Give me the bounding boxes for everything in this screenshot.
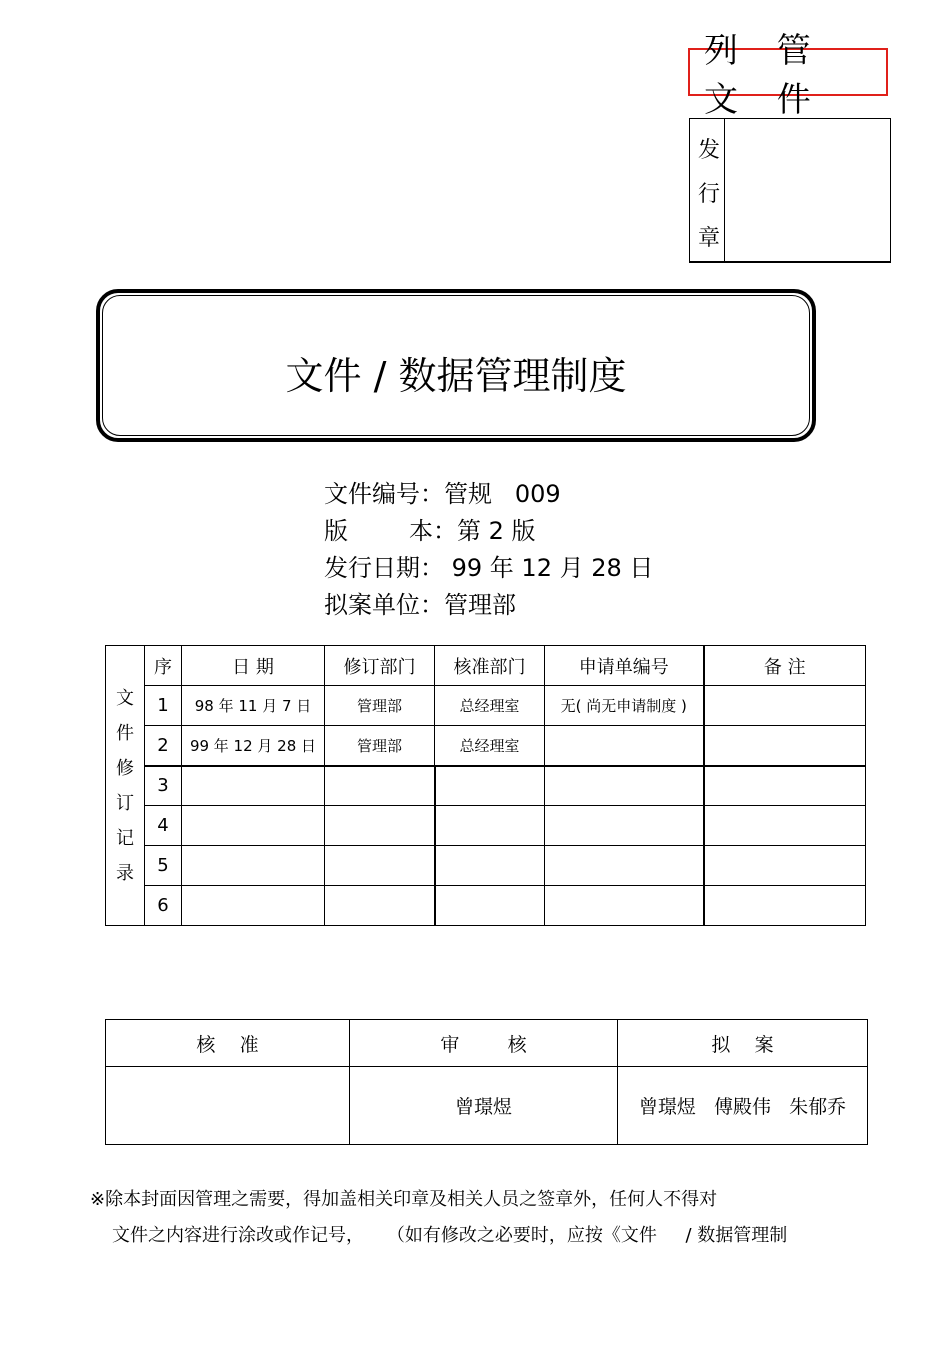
- col-header-seq: 序: [145, 646, 182, 686]
- revision-side-label: 文 件 修 订 记 录: [106, 646, 145, 926]
- table-row: 5: [106, 846, 866, 886]
- meta-drafting-unit: 拟案单位：管理部: [324, 591, 516, 619]
- col-header-revising-dept: 修订部门: [325, 646, 435, 686]
- meta-doc-number: 文件编号：管规 009: [324, 480, 561, 508]
- stamp-char: 章: [698, 226, 721, 251]
- approver-signature: [106, 1067, 350, 1145]
- issue-stamp-label: [690, 119, 725, 261]
- approval-header-review: 审 核: [350, 1020, 618, 1067]
- table-row: 2 99 年 12 月 28 日 管理部 总经理室: [106, 726, 866, 766]
- title-frame: [96, 289, 816, 442]
- approval-signature-row: [106, 1067, 868, 1145]
- table-row: 6: [106, 886, 866, 926]
- notice-line-1: ※除本封面因管理之需要，得加盖相关印章及相关人员之签章外，任何人不得对: [90, 1189, 718, 1210]
- issue-stamp-box: [689, 118, 891, 263]
- approval-table: [105, 1019, 868, 1145]
- meta-version: 版 本：第 2 版: [324, 517, 536, 545]
- table-row: 1 98 年 11 月 7 日 管理部 总经理室 无( 尚无申请制度 ): [106, 686, 866, 726]
- table-row: 4: [106, 806, 866, 846]
- col-header-date: 日 期: [182, 646, 325, 686]
- col-header-request-number: 申请单编号: [545, 646, 704, 686]
- drafter-signature: 曾璟煜 傅殿伟 朱郁乔: [618, 1067, 868, 1145]
- approval-header-draft: 拟 案: [618, 1020, 868, 1067]
- meta-issue-date: 发行日期： 99 年 12 月 28 日: [324, 554, 654, 582]
- approval-header-approve: 核 准: [106, 1020, 350, 1067]
- document-title: 文件 / 数据管理制度: [285, 354, 627, 398]
- col-header-approving-dept: 核准部门: [435, 646, 545, 686]
- stamp-char: 发: [698, 138, 721, 163]
- table-row: 3: [106, 766, 866, 806]
- revision-record-table: [105, 645, 866, 926]
- table-header-row: [106, 646, 866, 686]
- control-document-label: 列 管 文 件: [688, 48, 888, 96]
- notice-line-2: 文件之内容进行涂改或作记号， （如有修改之必要时，应按《文件 / 数据管理制: [112, 1225, 788, 1246]
- reviewer-signature: 曾璟煜: [350, 1067, 618, 1145]
- col-header-remarks: 备 注: [704, 646, 866, 686]
- approval-header-row: [106, 1020, 868, 1067]
- stamp-char: 行: [698, 182, 721, 207]
